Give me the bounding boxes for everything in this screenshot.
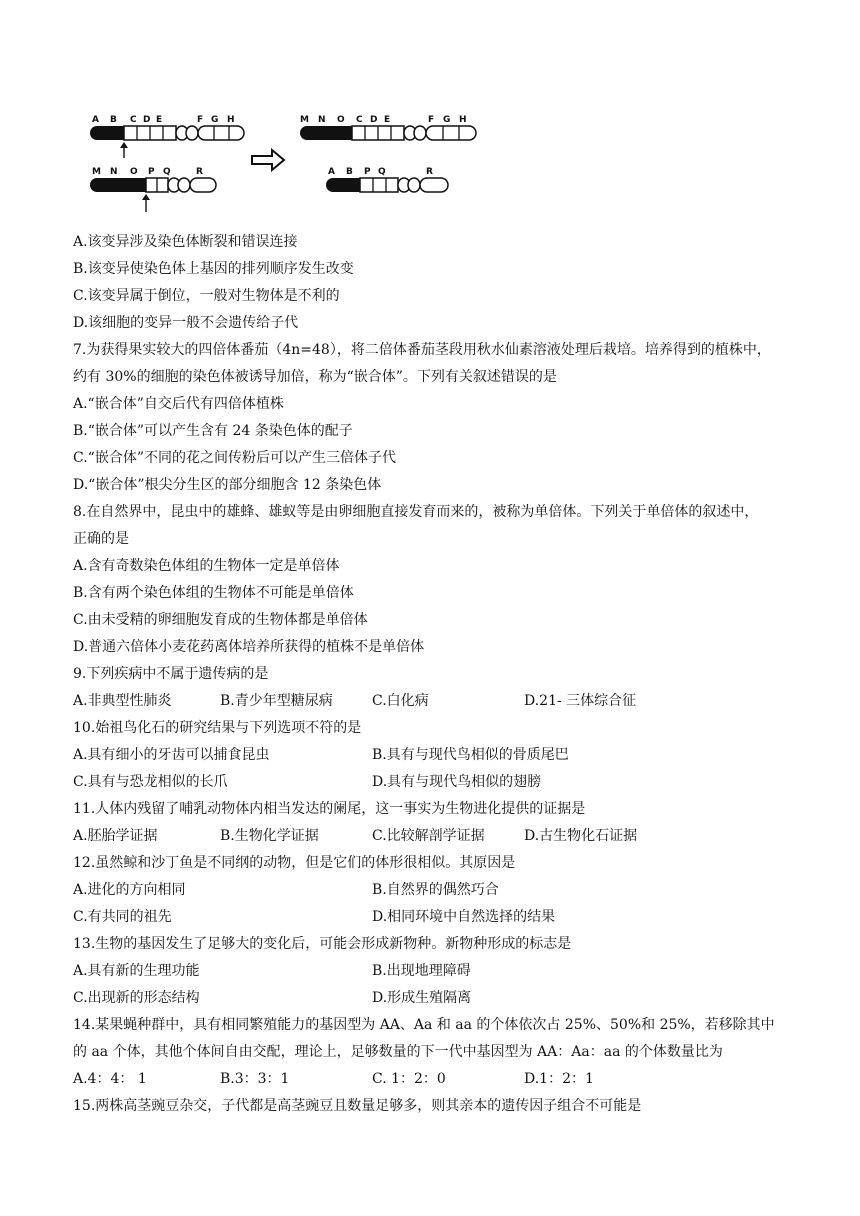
q7-option-a: A.“嵌合体”自交后代有四倍体植株 bbox=[73, 396, 284, 412]
gene-label: P bbox=[364, 167, 371, 177]
q7-option-d: D.“嵌合体”根尖分生区的部分细胞含 12 条染色体 bbox=[73, 477, 382, 493]
gene-label: A bbox=[92, 115, 99, 125]
chromosome-top-left bbox=[90, 115, 244, 158]
q11-option-a: A.胚胎学证据 bbox=[73, 828, 158, 844]
gene-label: M bbox=[92, 167, 101, 177]
q14-stem-line1: 14.某果蝇种群中，具有相同繁殖能力的基因型为 AA、Aa 和 aa 的个体依次占 25%、50%和 25%，若移除其中 bbox=[73, 1017, 775, 1033]
q13-stem: 13.生物的基因发生了足够大的变化后，可能会形成新物种。新物种形成的标志是 bbox=[73, 936, 572, 952]
q12-option-b: B.自然界的偶然巧合 bbox=[372, 882, 499, 898]
q13-option-d: D.形成生殖隔离 bbox=[372, 990, 472, 1006]
gene-label: H bbox=[227, 115, 235, 125]
gene-label: C bbox=[130, 115, 137, 125]
q6-option-c: C.该变异属于倒位，一般对生物体是不利的 bbox=[73, 288, 340, 304]
q7-stem-line2: 约有 30%的细胞的染色体被诱导加倍，称为“嵌合体”。下列有关叙述错误的是 bbox=[73, 369, 557, 385]
q9-option-d: D.21- 三体综合征 bbox=[524, 693, 637, 709]
q13-option-b: B.出现地理障碍 bbox=[372, 963, 471, 979]
gene-label: Q bbox=[163, 167, 171, 177]
q12-option-a: A.进化的方向相同 bbox=[73, 882, 186, 898]
gene-label: F bbox=[197, 115, 204, 125]
gene-label: B bbox=[110, 115, 117, 125]
q11-option-b: B.生物化学证据 bbox=[220, 828, 319, 844]
gene-label: N bbox=[318, 115, 326, 125]
chromosome-bottom-right bbox=[326, 167, 448, 192]
q13-option-a: A.具有新的生理功能 bbox=[73, 963, 200, 979]
transform-arrow bbox=[252, 150, 284, 170]
q8-option-a: A.含有奇数染色体组的生物体一定是单倍体 bbox=[73, 558, 340, 574]
q8-option-b: B.含有两个染色体组的生物体不可能是单倍体 bbox=[73, 585, 354, 601]
q14-option-d: D.1：2：1 bbox=[524, 1071, 594, 1087]
q15-stem: 15.两株高茎豌豆杂交，子代都是高茎豌豆且数量足够多，则其亲本的遗传因子组合不可能是 bbox=[73, 1098, 642, 1114]
gene-label: C bbox=[356, 115, 363, 125]
gene-label: R bbox=[196, 167, 203, 177]
gene-label: H bbox=[459, 115, 467, 125]
gene-label: G bbox=[443, 115, 451, 125]
gene-label: F bbox=[428, 115, 435, 125]
gene-label: Q bbox=[378, 167, 386, 177]
gene-label: N bbox=[110, 167, 118, 177]
q14-option-c: C. 1：2：0 bbox=[372, 1071, 446, 1087]
q10-option-a: A.具有细小的牙齿可以捕食昆虫 bbox=[73, 747, 270, 763]
q7-stem-line1: 7.为获得果实较大的四倍体番茄（4n=48），将二倍体番茄茎段用秋水仙素溶液处理后栽培。培养得到的植株中， bbox=[73, 342, 771, 358]
q9-option-c: C.白化病 bbox=[372, 693, 429, 709]
q7-option-b: B.“嵌合体”可以产生含有 24 条染色体的配子 bbox=[73, 423, 353, 439]
q12-stem: 12.虽然鲸和沙丁鱼是不同纲的动物，但是它们的体形很相似。其原因是 bbox=[73, 855, 516, 871]
gene-label: D bbox=[143, 115, 151, 125]
gene-label: G bbox=[211, 115, 219, 125]
q8-option-d: D.普通六倍体小麦花药离体培养所获得的植株不是单倍体 bbox=[73, 639, 425, 655]
q12-option-d: D.相同环境中自然选择的结果 bbox=[372, 909, 556, 925]
q14-stem-line2: 的 aa 个体，其他个体间自由交配，理论上，足够数量的下一代中基因型为 AA：Aa：aa 的个体数量比为 bbox=[73, 1044, 723, 1060]
chromosome-bottom-left bbox=[90, 167, 216, 212]
q9-stem: 9.下列疾病中不属于遗传病的是 bbox=[73, 666, 269, 682]
q6-option-d: D.该细胞的变异一般不会遗传给子代 bbox=[73, 315, 299, 331]
chromosome-top-right bbox=[300, 115, 476, 140]
q14-option-b: B.3：3：1 bbox=[220, 1071, 290, 1087]
gene-label: E bbox=[384, 115, 391, 125]
q11-option-c: C.比较解剖学证据 bbox=[372, 828, 485, 844]
q10-option-b: B.具有与现代鸟相似的骨质尾巴 bbox=[372, 747, 569, 763]
q9-option-a: A.非典型性肺炎 bbox=[73, 693, 172, 709]
q10-option-c: C.具有与恐龙相似的长爪 bbox=[73, 774, 228, 790]
gene-label: O bbox=[130, 167, 138, 177]
q12-option-c: C.有共同的祖先 bbox=[73, 909, 172, 925]
q8-stem-line1: 8.在自然界中，昆虫中的雄蜂、雄蚁等是由卵细胞直接发育而来的，被称为单倍体。下列关于单倍体的叙述中， bbox=[73, 504, 759, 520]
q6-option-b: B.该变异使染色体上基因的排列顺序发生改变 bbox=[73, 261, 354, 277]
q11-option-d: D.古生物化石证据 bbox=[524, 828, 638, 844]
gene-label: R bbox=[426, 167, 433, 177]
gene-label: D bbox=[370, 115, 378, 125]
q8-stem-line2: 正确的是 bbox=[73, 531, 129, 547]
gene-label: B bbox=[346, 167, 353, 177]
q8-option-c: C.由未受精的卵细胞发育成的生物体都是单倍体 bbox=[73, 612, 368, 628]
gene-label: A bbox=[328, 167, 335, 177]
gene-label: M bbox=[300, 115, 309, 125]
q10-stem: 10.始祖鸟化石的研究结果与下列选项不符的是 bbox=[73, 720, 362, 736]
q9-option-b: B.青少年型糖尿病 bbox=[220, 693, 333, 709]
q7-option-c: C.“嵌合体”不同的花之间传粉后可以产生三倍体子代 bbox=[73, 450, 396, 466]
q11-stem: 11.人体内残留了哺乳动物体内相当发达的阑尾，这一事实为生物进化提供的证据是 bbox=[73, 801, 586, 817]
q13-option-c: C.出现新的形态结构 bbox=[73, 990, 200, 1006]
gene-label: E bbox=[156, 115, 163, 125]
q14-option-a: A.4：4： 1 bbox=[73, 1071, 147, 1087]
q6-option-a: A.该变异涉及染色体断裂和错误连接 bbox=[73, 234, 298, 250]
q10-option-d: D.具有与现代鸟相似的翅膀 bbox=[372, 774, 542, 790]
gene-label: O bbox=[337, 115, 345, 125]
gene-label: P bbox=[148, 167, 155, 177]
chromosome-translocation-figure bbox=[86, 104, 486, 216]
